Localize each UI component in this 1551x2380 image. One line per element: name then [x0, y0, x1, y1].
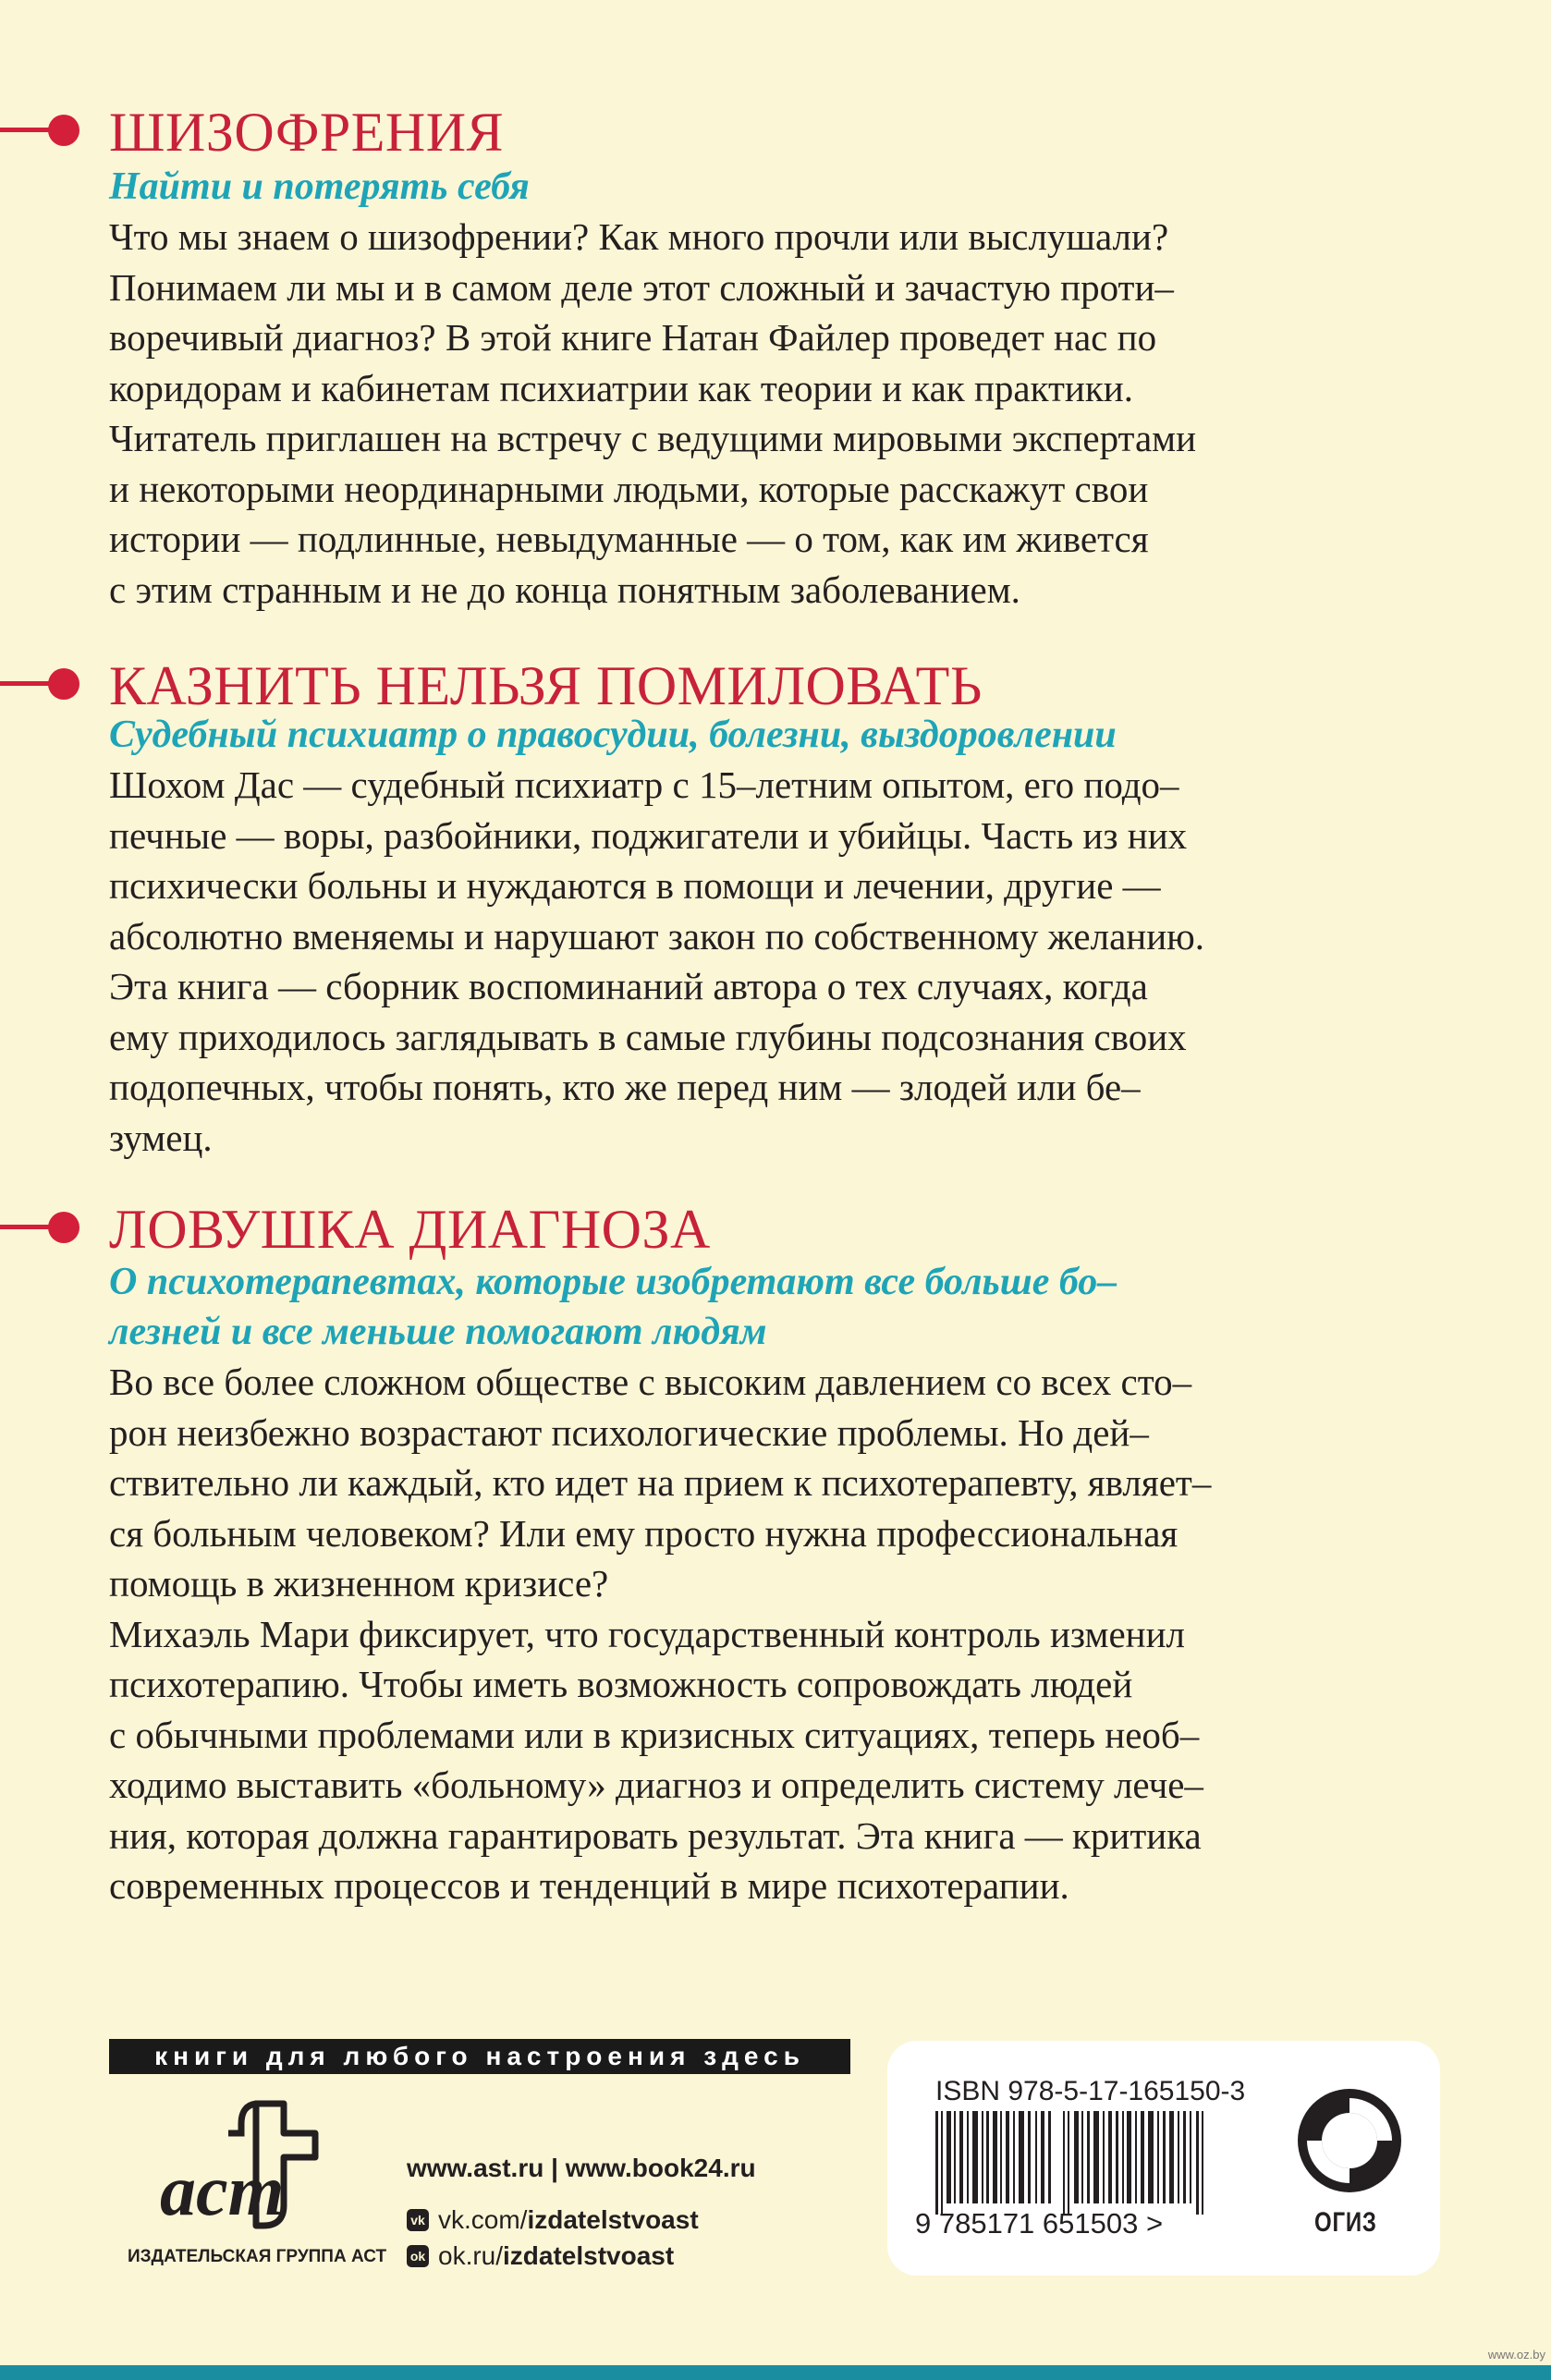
- description-line: Во все более сложном обществе с высоким давлением со всех сто–: [109, 1361, 1192, 1403]
- description-line: Понимаем ли мы и в самом деле этот сложный и зачастую проти–: [109, 265, 1174, 309]
- description-line: и некоторыми неординарными людьми, которые расскажут свои: [109, 467, 1149, 510]
- description-line: коридорам и кабинетам психиатрии как теории и как практики.: [109, 366, 1133, 409]
- description-line: воречивый диагноз? В этой книге Натан Файлер проведет нас по: [109, 316, 1157, 359]
- watermark: www.oz.by: [1487, 2348, 1545, 2362]
- vk-handle: izdatelstvoast: [527, 2205, 699, 2234]
- description-line: помощь в жизненном кризисе?: [109, 1562, 609, 1605]
- description-line: рон неизбежно возрастают психологические проблемы. Но дей–: [109, 1410, 1149, 1454]
- isbn-number: ISBN 978-5-17-165150-3: [935, 2076, 1246, 2106]
- description-line: Что мы знаем о шизофрении? Как много прочли или выслушали?: [109, 215, 1169, 258]
- imprint-label: ОГИЗ: [1314, 2207, 1377, 2238]
- subtitle-line: лезней и все меньше помогают людям: [109, 1311, 767, 1353]
- description-line: ему приходилось заглядывать в самые глубины подсознания своих: [109, 1015, 1187, 1058]
- ok-prefix: ok.ru/: [438, 2241, 504, 2270]
- description-line: ходимо выставить «больному» диагноз и определить систему лече–: [109, 1764, 1203, 1806]
- description-line: Эта книга — сборник воспоминаний автора о тех случаях, когда: [109, 965, 1148, 1007]
- vk-icon: vk: [407, 2209, 429, 2231]
- book-subtitle: Судебный психиатр о правосудии, болезни, выздоровлении: [109, 714, 1117, 756]
- bullet-dot: [48, 668, 79, 700]
- description-line: Шохом Дас — судебный психиатр с 15–летним опытом, его подо–: [109, 763, 1179, 806]
- vk-link[interactable]: [407, 2205, 699, 2235]
- description-line: абсолютно вменяемы и нарушают закон по собственному желанию.: [109, 914, 1205, 958]
- bullet-dot: [48, 1212, 79, 1243]
- description-line: истории — подлинные, невыдуманные — о том, как им живется: [109, 518, 1149, 560]
- description-line: зумец.: [109, 1116, 213, 1159]
- description-line: современных процессов и тенденций в мире психотерапии.: [109, 1864, 1069, 1907]
- book-subtitle: Найти и потерять себя: [109, 165, 530, 208]
- book-subtitle: [109, 1257, 1117, 1357]
- isbn-panel: [887, 2041, 1440, 2276]
- description-line: ния, которая должна гарантировать результат. Эта книга — критика: [109, 1813, 1202, 1857]
- description-line: ствительно ли каждый, кто идет на прием к психотерапевту, являет–: [109, 1461, 1212, 1504]
- description-line: с этим странным и не до конца понятным заболеванием.: [109, 568, 1020, 611]
- book-title: КАЗНИТЬ НЕЛЬЗЯ ПОМИЛОВАТЬ: [109, 655, 983, 716]
- description-line: Читатель приглашен на встречу с ведущими мировыми экспертами: [109, 417, 1197, 459]
- ok-link[interactable]: [407, 2241, 674, 2271]
- book-description: [109, 1357, 1459, 1911]
- bottom-strip: [0, 2365, 1551, 2380]
- section-rule: [0, 1225, 55, 1229]
- book-title: ШИЗОФРЕНИЯ: [109, 102, 505, 163]
- book-description: [109, 760, 1459, 1163]
- ok-handle: izdatelstvoast: [503, 2241, 675, 2270]
- barcode-digits: 9 785171 651503 >: [915, 2207, 1164, 2240]
- ok-icon: ok: [407, 2245, 429, 2267]
- bullet-dot: [48, 115, 79, 146]
- ast-logo-text: аст: [160, 2150, 285, 2230]
- description-line: психически больны и нуждаются в помощи и лечении, другие —: [109, 864, 1161, 907]
- description-line: подопечных, чтобы понять, кто же перед ним — злодей или бе–: [109, 1066, 1141, 1108]
- description-line: психотерапию. Чтобы иметь возможность сопровождать людей: [109, 1663, 1133, 1705]
- vk-prefix: vk.com/: [438, 2205, 528, 2234]
- ast-logo: [153, 2096, 328, 2235]
- description-line: печные — воры, разбойники, поджигатели и убийцы. Часть из них: [109, 813, 1188, 857]
- description-line: Михаэль Мари фиксирует, что государственный контроль изменил: [109, 1612, 1186, 1655]
- section-rule: [0, 128, 55, 132]
- description-line: ся больным человеком? Или ему просто нужна профессиональная: [109, 1511, 1179, 1555]
- section-rule: [0, 681, 55, 686]
- publisher-caption: ИЗДАТЕЛЬСКАЯ ГРУППА АСТ: [128, 2247, 387, 2266]
- book-description: [109, 212, 1459, 615]
- description-line: с обычными проблемами или в кризисных ситуациях, теперь необ–: [109, 1713, 1200, 1756]
- subtitle-line: О психотерапевтах, которые изобретают все больше бо–: [109, 1261, 1117, 1303]
- website-links[interactable]: www.ast.ru | www.book24.ru: [407, 2154, 756, 2182]
- book-title: ЛОВУШКА ДИАГНОЗА: [109, 1199, 711, 1260]
- tagline-banner: книги для любого настроения здесь: [109, 2039, 850, 2074]
